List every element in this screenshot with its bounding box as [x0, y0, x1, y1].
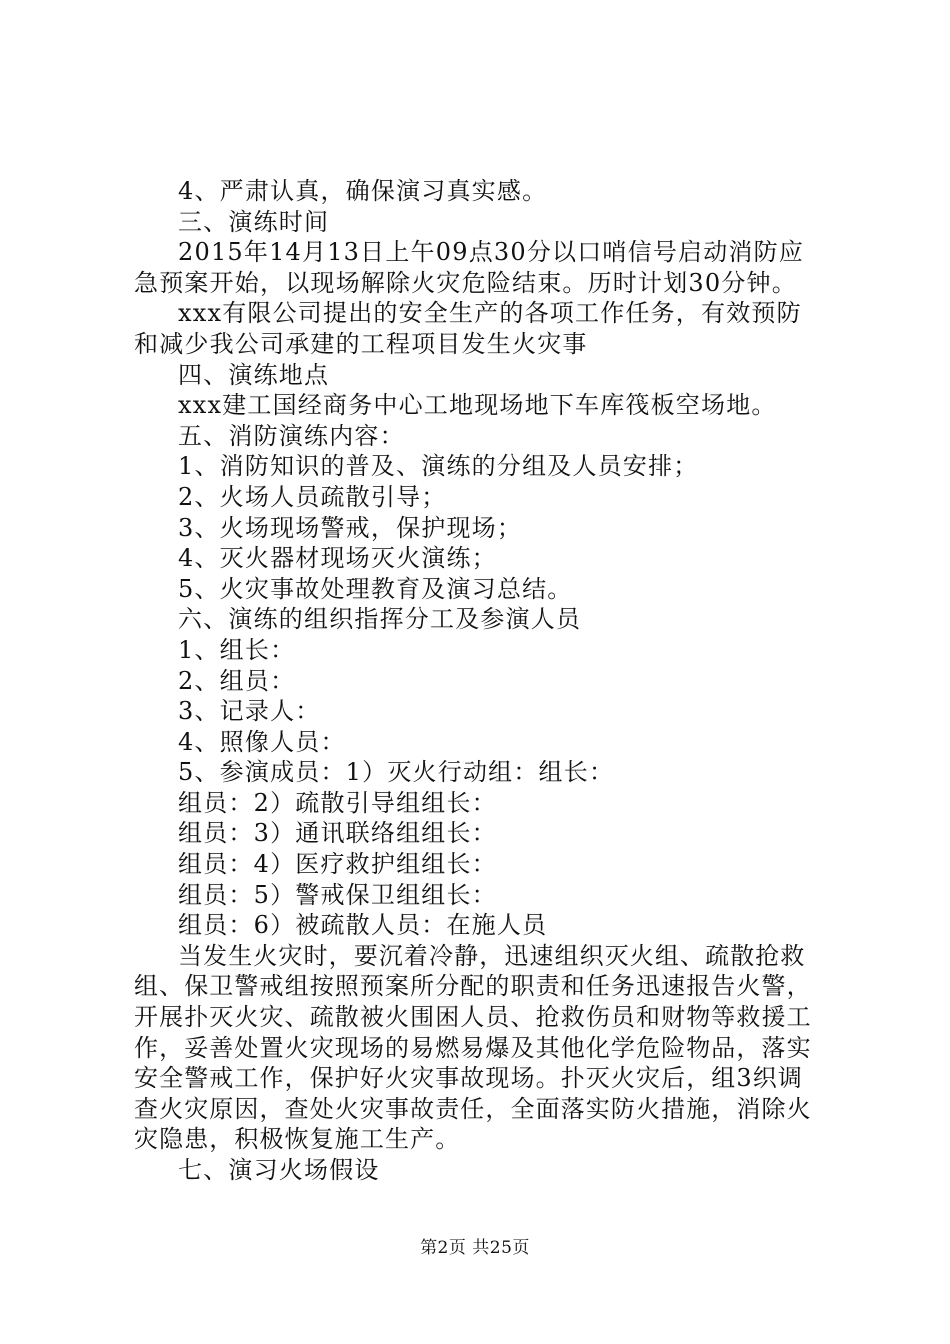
text-line: 4、严肃认真，确保演习真实感。: [178, 177, 548, 205]
list-item: 组员：3）通讯联络组组长：: [178, 819, 497, 848]
list-item: 1、消防知识的普及、演练的分组及人员安排；: [178, 452, 699, 481]
list-item: 3、火场现场警戒，保护现场；: [178, 513, 523, 542]
section-heading: 七、演习火场假设: [178, 1156, 380, 1184]
text-line: 安全警戒工作，保护好火灾事故现场。扑灭火灾后，组3织调: [134, 1064, 803, 1093]
text-line: 组、保卫警戒组按照预案所分配的职责和任务迅速报告火警，: [134, 972, 812, 1001]
document-body: [134, 176, 834, 1186]
section-heading: 六、演练的组织指挥分工及参演人员: [178, 605, 582, 634]
list-item: 组员：2）疏散引导组组长：: [178, 788, 497, 817]
section-heading: 三、演练时间: [178, 207, 330, 236]
list-item: 2、火场人员疏散引导；: [178, 482, 447, 511]
list-item: 1、组长：: [178, 635, 296, 664]
text-line: xxx有限公司提出的安全生产的各项工作任务，有效预防: [178, 299, 802, 328]
list-item: 4、照像人员：: [178, 727, 346, 756]
text-line: 当发生火灾时，要沉着冷静，迅速组织灭火组、疏散抢救: [178, 941, 806, 970]
text-line: 作，妥善处置火灾现场的易燃易爆及其他化学危险物品，落实: [134, 1033, 812, 1062]
list-item: 5、参演成员：1）灭火行动组：组长：: [178, 758, 615, 787]
text-line: 2015年14月13日上午09点30分以口哨信号启动消防应: [178, 238, 805, 267]
list-item: 3、记录人：: [178, 697, 321, 726]
list-item: 组员：4）医疗救护组组长：: [178, 850, 497, 879]
paragraph: [134, 941, 834, 1155]
list-item: 组员：6）被疏散人员：在施人员: [178, 911, 548, 940]
text-line: 灾隐患，积极恢复施工生产。: [134, 1125, 461, 1154]
list-item: 2、组员：: [178, 666, 296, 695]
list-item: 4、灭火器材现场灭火演练；: [178, 544, 497, 573]
section-heading: 四、演练地点: [178, 360, 330, 389]
section-heading: 五、消防演练内容：: [178, 421, 405, 450]
list-item: 5、火灾事故处理教育及演习总结。: [178, 574, 573, 603]
text-line: 和减少我公司承建的工程项目发生火灾事: [134, 329, 588, 358]
text-line: 急预案开始，以现场解除火灾危险结束。历时计划30分钟。: [134, 268, 797, 297]
page-number-footer: 第2页 共25页: [420, 1238, 530, 1258]
list-item: 组员：5）警戒保卫组组长：: [178, 880, 497, 909]
text-line: 查火灾原因，查处火灾事故责任，全面落实防火措施，消除火: [134, 1094, 812, 1123]
text-line: 开展扑灭火灾、疏散被火围困人员、抢救伤员和财物等救援工: [134, 1003, 812, 1032]
text-line: xxx建工国经商务中心工地现场地下车库筏板空场地。: [178, 391, 777, 420]
